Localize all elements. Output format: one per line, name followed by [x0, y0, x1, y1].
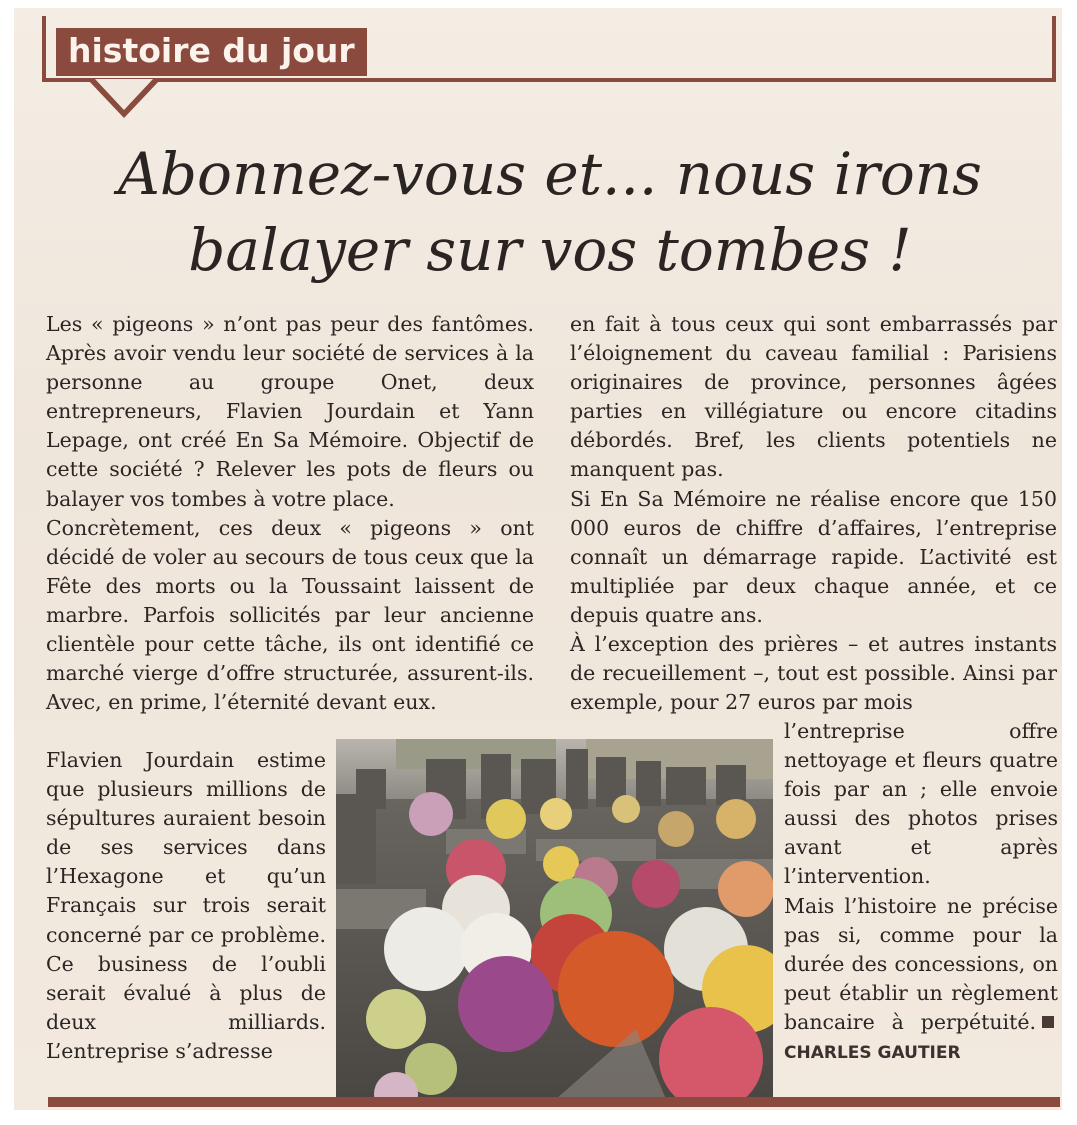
article-column-1: [46, 310, 534, 717]
rubric-label: histoire du jour: [56, 28, 367, 76]
headline-line-2: balayer sur vos tombes !: [188, 216, 912, 284]
article-paragraph: Si En Sa Mémoire ne réalise encore que 150 000 euros de chiffre d’affaires, l’entreprise connaît un démarrage rapide. L’activité est multipliée par deux chaque année, et ce depuis quatre ans.: [570, 486, 1057, 627]
article-column-2-lower: [784, 717, 1058, 1068]
final-text: Mais l’histoire ne précise pas si, comme pour la durée des concessions, on peut établir un règlement bancaire à perpétuité.: [784, 893, 1058, 1034]
article-paragraph-final: [784, 892, 1058, 1069]
byline: CHARLES GAUTIER: [784, 1043, 961, 1064]
headline-line-1: Abonnez-vous et... nous irons: [118, 140, 982, 208]
article-paragraph: Les « pigeons » n’ont pas peur des fantômes. Après avoir vendu leur société de services à la personne au groupe Onet, deux entrepreneurs, Flavien Jourdain et Yann Lepage, ont créé En Sa Mémoire. Objectif de cette société ? Relever les pots de fleurs ou balayer vos tombes à votre place.: [46, 312, 534, 511]
cemetery-photo: [336, 739, 773, 1099]
headline: [40, 136, 1060, 288]
article-column-1-lower: [46, 746, 326, 1066]
article-column-2: [570, 310, 1057, 717]
bottom-rule: [48, 1097, 1060, 1107]
byline-square-icon: [1042, 1016, 1054, 1028]
article-paragraph: À l’exception des prières – et autres instants de recueillement –, tout est possible. Ainsi par exemple, pour 27 euros par mois: [570, 632, 1057, 715]
article-paragraph: en fait à tous ceux qui sont embarrassés par l’éloignement du caveau familial : Parisiens originaires de province, personnes âgées parties en villégiature ou encore citadins débordés. Bref, les clients potentiels ne manquent pas.: [570, 312, 1057, 482]
article-paragraph: Flavien Jourdain estime que plusieurs millions de sépultures auraient besoin de ses services dans l’Hexagone et qu’un Français sur trois serait concerné par ce problème. Ce business de l’oubli serait évalué à plus de deux milliards. L’entreprise s’adresse: [46, 748, 326, 1063]
article-paragraph: l’entreprise offre nettoyage et fleurs quatre fois par an ; elle envoie aussi des photos prises avant et après l’intervention.: [784, 719, 1058, 889]
rubric-pointer-inner: [95, 79, 153, 110]
article-paragraph: Concrètement, ces deux « pigeons » ont décidé de voler au secours de tous ceux que la Fête des morts ou la Toussaint laissent de marbre. Parfois sollicités par leur ancienne clientèle pour cette tâche, ils ont identifié ce marché vierge d’offre structurée, assurent-ils. Avec, en prime, l’éternité devant eux.: [46, 515, 534, 715]
